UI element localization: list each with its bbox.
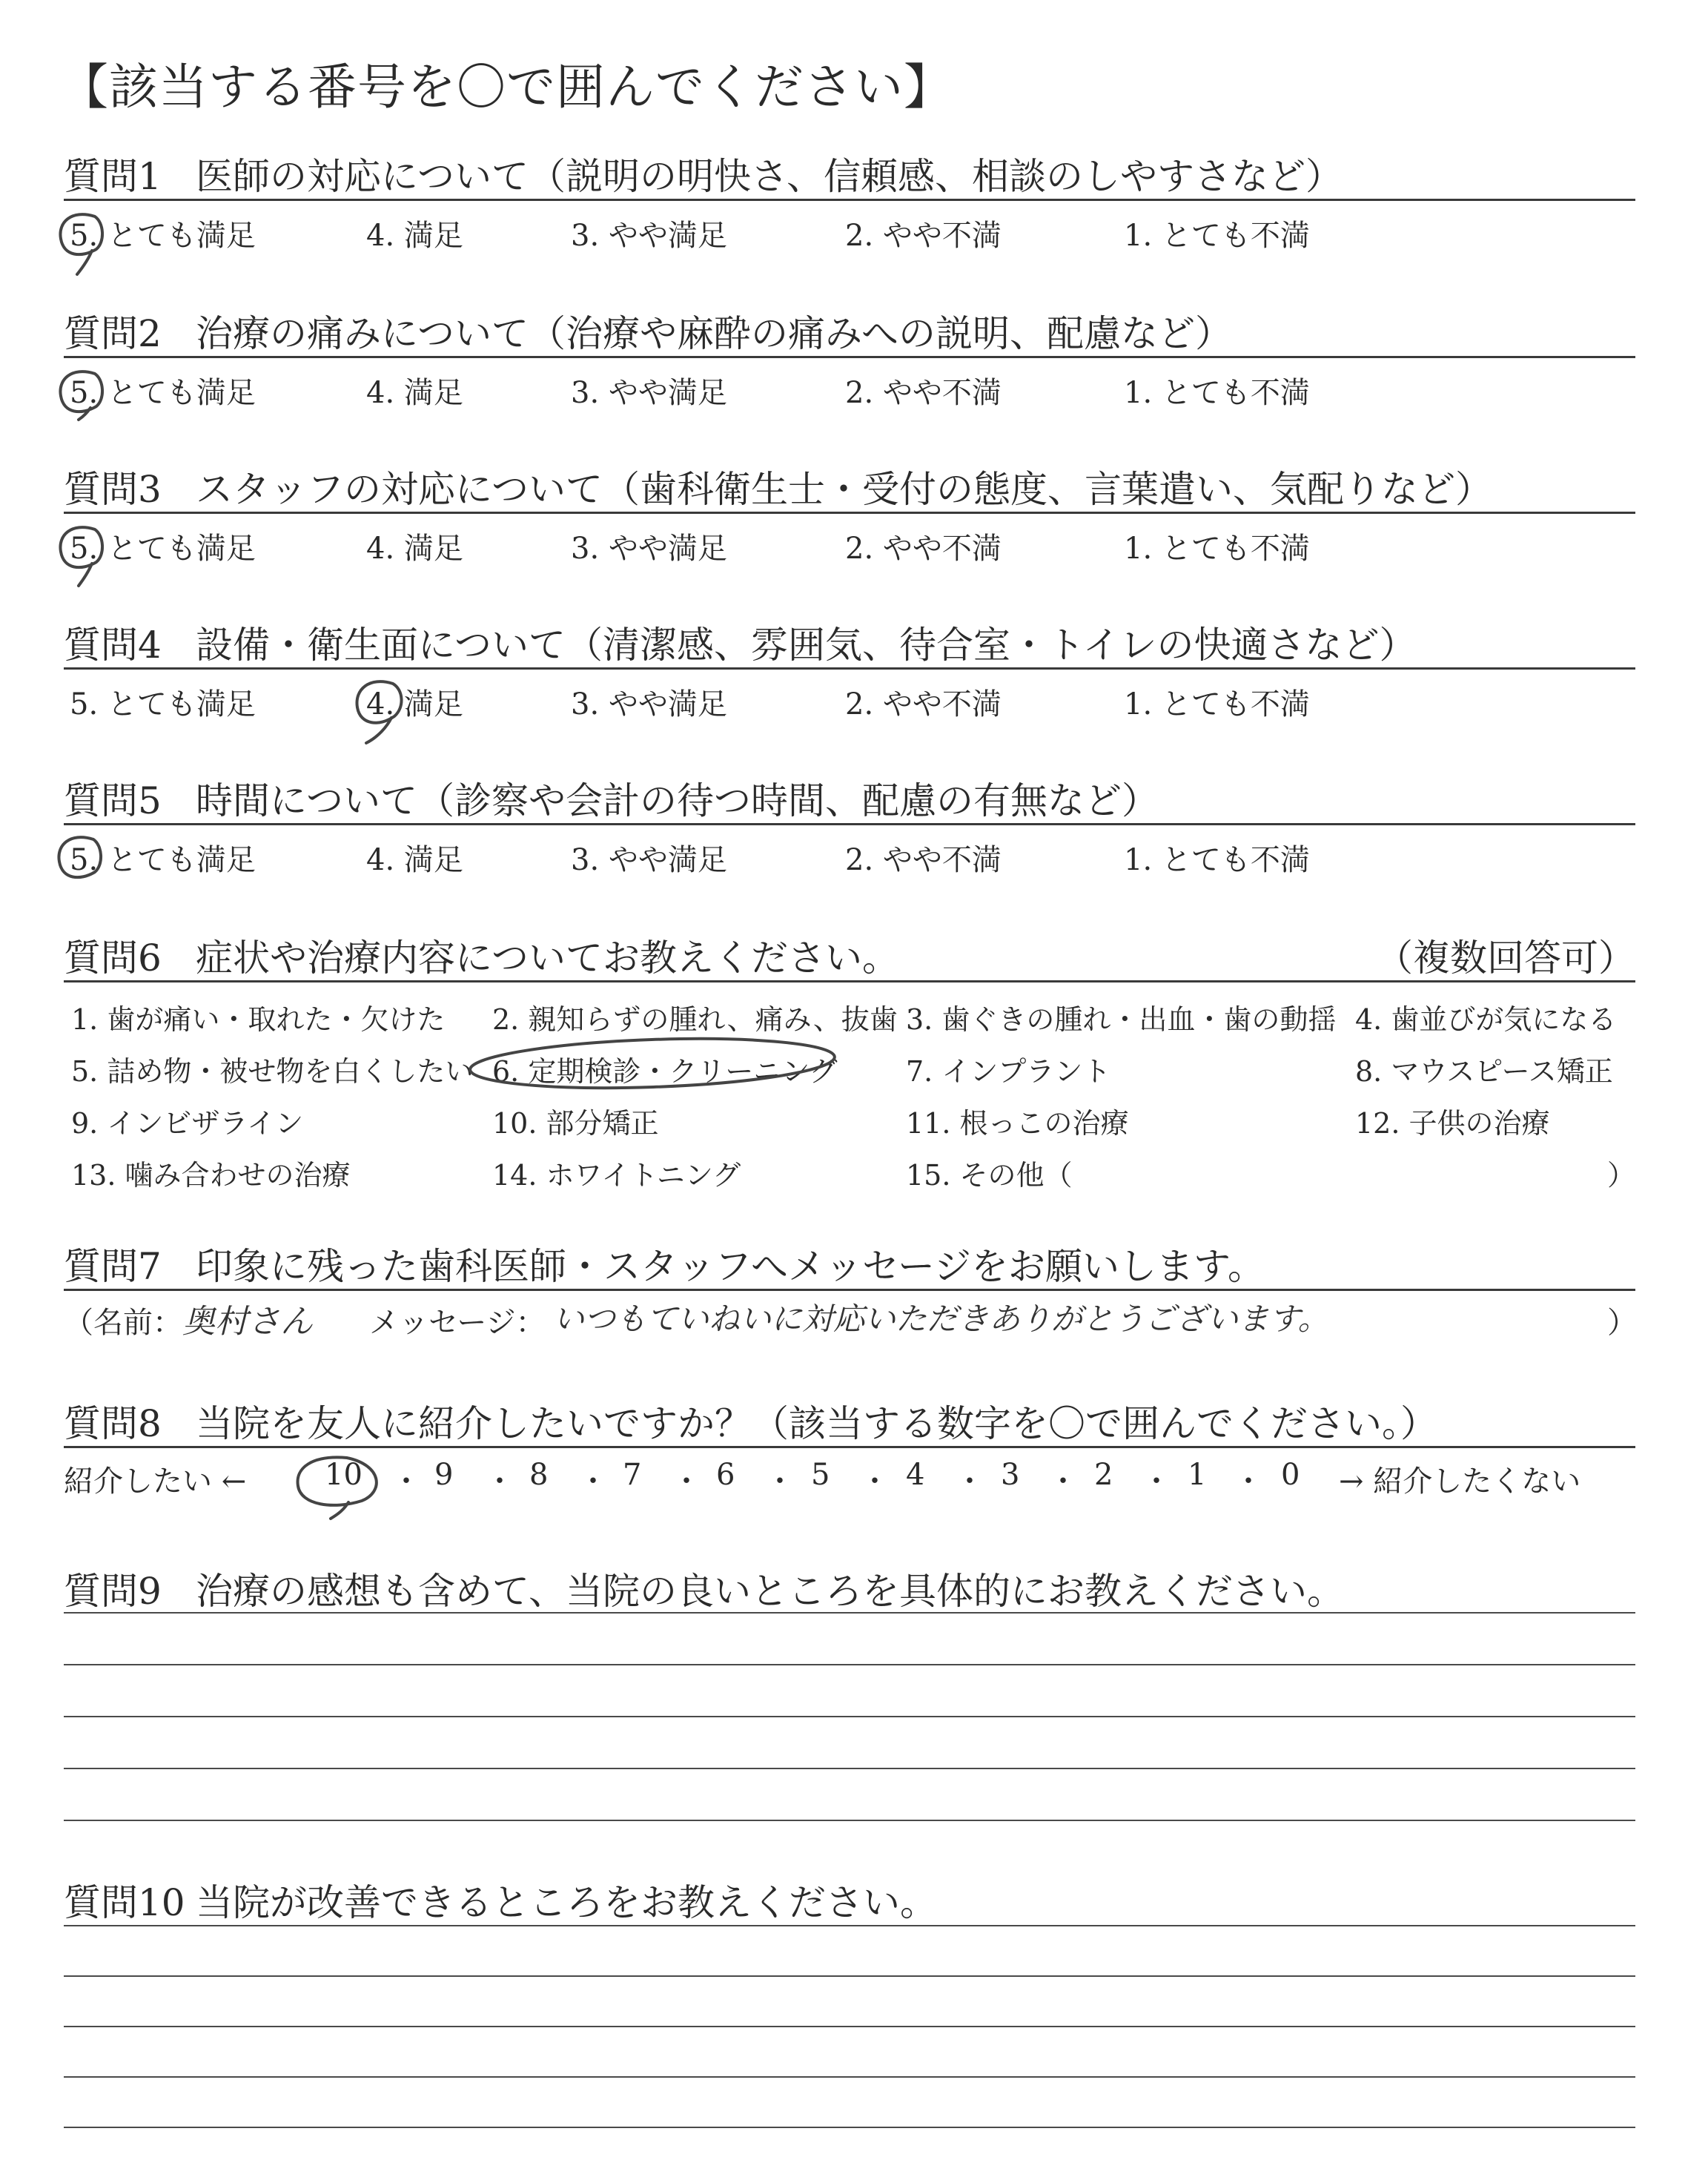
q8-right-label: → 紹介したくない xyxy=(1339,1464,1581,1499)
q10-answer-line[interactable] xyxy=(64,2076,1635,2078)
q6-option-8[interactable]: 8. マウスピース矯正 xyxy=(1355,1055,1613,1088)
q8-scale-dot: ・ xyxy=(391,1464,421,1499)
q6-option-15-close: ） xyxy=(1607,1159,1636,1192)
question-1-header xyxy=(64,147,1635,202)
q4-option-1[interactable]: 1. とても不満 xyxy=(1124,687,1310,721)
q4-option-2[interactable]: 2. やや不満 xyxy=(845,687,1002,721)
q8-scale-dot: ・ xyxy=(1048,1464,1078,1499)
q2-option-2[interactable]: 2. やや不満 xyxy=(845,376,1002,410)
question-5-rule xyxy=(64,823,1635,825)
q5-option-3[interactable]: 3. やや満足 xyxy=(571,843,727,877)
question-4-rule xyxy=(64,667,1635,670)
q8-scale-dot: ・ xyxy=(1234,1464,1263,1499)
q6-option-10[interactable]: 10. 部分矯正 xyxy=(492,1107,659,1140)
q3-option-5[interactable]: 5. とても満足 xyxy=(70,532,256,566)
q7-name-value[interactable]: 奥村さん xyxy=(182,1303,313,1341)
q7-name-label: （名前： xyxy=(64,1306,182,1340)
q4-option-5[interactable]: 5. とても満足 xyxy=(70,687,256,721)
q6-option-11[interactable]: 11. 根っこの治療 xyxy=(906,1107,1129,1140)
q8-scale-4[interactable]: 4 xyxy=(906,1458,925,1492)
q8-scale-dot: ・ xyxy=(860,1464,890,1499)
question-7-rule xyxy=(64,1289,1635,1291)
q6-option-2[interactable]: 2. 親知らずの腫れ、痛み、抜歯 xyxy=(492,1003,898,1036)
q8-scale-dot: ・ xyxy=(672,1464,701,1499)
q8-scale-5[interactable]: 5 xyxy=(811,1458,830,1492)
q10-answer-line[interactable] xyxy=(64,2127,1635,2128)
q1-option-4[interactable]: 4. 満足 xyxy=(366,219,463,253)
q10-answer-line[interactable] xyxy=(64,1925,1635,1926)
q5-option-5[interactable]: 5. とても満足 xyxy=(70,843,256,877)
question-4-header xyxy=(64,615,1635,670)
q9-answer-line[interactable] xyxy=(64,1612,1635,1614)
question-2-text: 治療の痛みについて（治療や麻酔の痛みへの説明、配慮など） xyxy=(196,312,1232,355)
question-9-label: 質問9 xyxy=(64,1570,162,1613)
q1-option-3[interactable]: 3. やや満足 xyxy=(571,219,727,253)
q7-message-value[interactable]: いつもていねいに対応いただきありがとうございます。 xyxy=(553,1301,1329,1337)
q4-option-3[interactable]: 3. やや満足 xyxy=(571,687,727,721)
q8-scale-0[interactable]: 0 xyxy=(1281,1458,1300,1492)
q6-option-3[interactable]: 3. 歯ぐきの腫れ・出血・歯の動揺 xyxy=(906,1003,1337,1036)
q9-answer-line[interactable] xyxy=(64,1716,1635,1717)
q6-option-4[interactable]: 4. 歯並びが気になる xyxy=(1355,1003,1617,1036)
q6-option-5[interactable]: 5. 詰め物・被せ物を白くしたい xyxy=(71,1055,474,1088)
q1-option-5[interactable]: 5. とても満足 xyxy=(70,219,256,253)
q8-scale-dot: ・ xyxy=(1142,1464,1171,1499)
q8-scale-9[interactable]: 9 xyxy=(434,1458,454,1492)
q6-option-14[interactable]: 14. ホワイトニング xyxy=(492,1159,741,1192)
q9-answer-line[interactable] xyxy=(64,1664,1635,1665)
q9-answer-line[interactable] xyxy=(64,1820,1635,1821)
q3-option-3[interactable]: 3. やや満足 xyxy=(571,532,727,566)
question-6-note: （複数回答可） xyxy=(1376,937,1635,980)
question-7-label: 質問7 xyxy=(64,1245,162,1288)
q8-scale-dot: ・ xyxy=(485,1464,514,1499)
q1-option-2[interactable]: 2. やや不満 xyxy=(845,219,1002,253)
q8-scale-3[interactable]: 3 xyxy=(1001,1458,1020,1492)
q9-answer-line[interactable] xyxy=(64,1768,1635,1769)
q8-scale-8[interactable]: 8 xyxy=(529,1458,549,1492)
question-5-header xyxy=(64,771,1635,826)
question-5-label: 質問5 xyxy=(64,779,162,822)
question-4-label: 質問4 xyxy=(64,624,162,667)
q5-option-4[interactable]: 4. 満足 xyxy=(366,843,463,877)
q7-message-label: メッセージ： xyxy=(369,1306,546,1340)
question-4-text: 設備・衛生面について（清潔感、雰囲気、待合室・トイレの快適さなど） xyxy=(196,624,1417,667)
question-6-header xyxy=(64,928,1635,983)
question-1-text: 医師の対応について（説明の明快さ、信頼感、相談のしやすさなど） xyxy=(196,155,1343,198)
q6-option-7[interactable]: 7. インプラント xyxy=(906,1055,1111,1088)
q8-scale-dot: ・ xyxy=(578,1464,608,1499)
q2-option-1[interactable]: 1. とても不満 xyxy=(1124,376,1310,410)
q3-option-4[interactable]: 4. 満足 xyxy=(366,532,463,566)
q2-option-5[interactable]: 5. とても満足 xyxy=(70,376,256,410)
q4-option-4[interactable]: 4. 満足 xyxy=(366,687,463,721)
question-1-rule xyxy=(64,199,1635,201)
q6-option-1[interactable]: 1. 歯が痛い・取れた・欠けた xyxy=(71,1003,446,1036)
question-1-label: 質問1 xyxy=(64,155,162,198)
question-2-rule xyxy=(64,356,1635,358)
question-3-header xyxy=(64,460,1635,515)
q3-option-1[interactable]: 1. とても不満 xyxy=(1124,532,1310,566)
question-6-text: 症状や治療内容についてお教えください。 xyxy=(196,937,899,980)
q6-option-9[interactable]: 9. インビザライン xyxy=(71,1107,304,1140)
question-2-label: 質問2 xyxy=(64,312,162,355)
q7-close-paren: ） xyxy=(1607,1306,1637,1340)
q8-scale-6[interactable]: 6 xyxy=(716,1458,735,1492)
question-10-label: 質問10 xyxy=(64,1881,185,1924)
q6-option-12[interactable]: 12. 子供の治療 xyxy=(1355,1107,1550,1140)
q2-option-3[interactable]: 3. やや満足 xyxy=(571,376,727,410)
q8-scale-dot: ・ xyxy=(955,1464,984,1499)
q5-option-2[interactable]: 2. やや不満 xyxy=(845,843,1002,877)
question-3-text: スタッフの対応について（歯科衛生士・受付の態度、言葉遣い、気配りなど） xyxy=(196,468,1492,511)
q8-left-label: 紹介したい ← xyxy=(64,1464,247,1499)
question-10-text: 当院が改善できるところをお教えください。 xyxy=(196,1881,937,1924)
question-2-header xyxy=(64,304,1635,359)
form-title: 【該当する番号を〇で囲んでください】 xyxy=(59,59,953,116)
q2-option-4[interactable]: 4. 満足 xyxy=(366,376,463,410)
question-9-text: 治療の感想も含めて、当院の良いところを具体的にお教えください。 xyxy=(196,1570,1344,1613)
q1-option-1[interactable]: 1. とても不満 xyxy=(1124,219,1310,253)
q3-option-2[interactable]: 2. やや不満 xyxy=(845,532,1002,566)
question-3-rule xyxy=(64,512,1635,514)
question-7-text: 印象に残った歯科医師・スタッフへメッセージをお願いします。 xyxy=(196,1245,1265,1288)
question-6-label: 質問6 xyxy=(64,937,162,980)
question-8-label: 質問8 xyxy=(64,1402,162,1445)
question-8-text: 当院を友人に紹介したいですか？（該当する数字を〇で囲んでください。） xyxy=(196,1402,1437,1445)
q10-answer-line[interactable] xyxy=(64,2026,1635,2027)
q10-answer-line[interactable] xyxy=(64,1975,1635,1977)
q6-option-13[interactable]: 13. 噛み合わせの治療 xyxy=(71,1159,351,1192)
question-8-rule xyxy=(64,1446,1635,1448)
question-7-header xyxy=(64,1237,1635,1292)
q8-scale-10[interactable]: 10 xyxy=(325,1458,363,1492)
q8-scale-1[interactable]: 1 xyxy=(1188,1458,1207,1492)
question-10-header xyxy=(64,1873,1635,1928)
q6-option-15[interactable]: 15. その他（ xyxy=(906,1159,1073,1192)
question-5-text: 時間について（診察や会計の待つ時間、配慮の有無など） xyxy=(196,779,1159,822)
q6-option-6[interactable]: 6. 定期検診・クリーニング xyxy=(492,1055,838,1088)
question-9-header xyxy=(64,1562,1635,1616)
question-6-rule xyxy=(64,980,1635,982)
question-3-label: 質問3 xyxy=(64,468,162,511)
question-8-header xyxy=(64,1394,1635,1449)
q8-scale-dot: ・ xyxy=(765,1464,795,1499)
q8-scale-2[interactable]: 2 xyxy=(1094,1458,1113,1492)
q8-scale-7[interactable]: 7 xyxy=(623,1458,642,1492)
q5-option-1[interactable]: 1. とても不満 xyxy=(1124,843,1310,877)
